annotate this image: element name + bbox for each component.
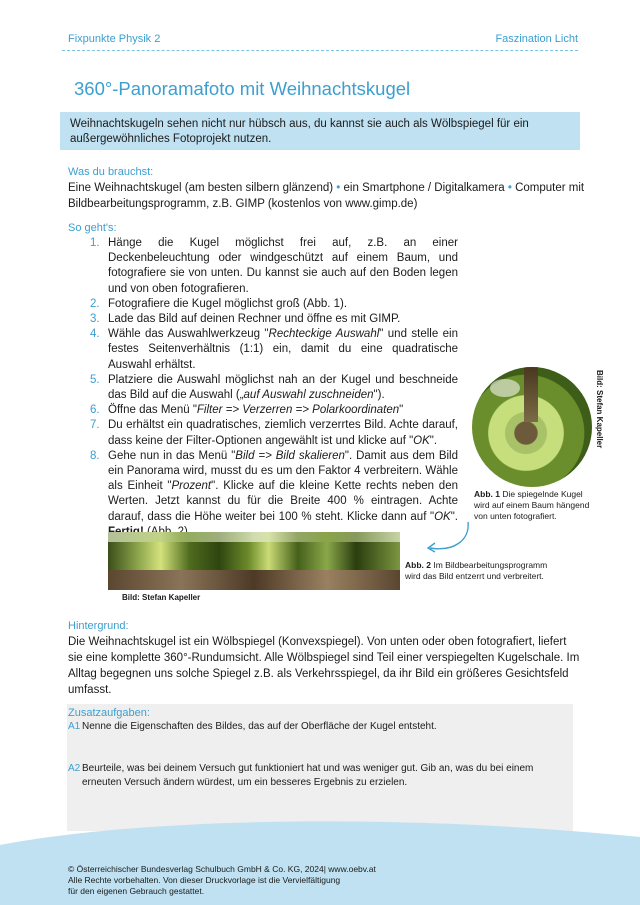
panorama-ground [108, 570, 400, 590]
christmas-ball-photo [472, 367, 592, 487]
task-item: A1 Nenne die Eigenschaften des Bildes, das auf der Oberfläche der Kugel entsteht. [68, 721, 437, 732]
step-item: 7. Du erhältst ein quadratisches, ziemlich verzerrtes Bild. Achte darauf, dass keine der Filter-Optionen angewählt ist und klicke auf "OK". [90, 419, 458, 447]
step-item: 4. Wähle das Auswahlwerkzeug "Rechteckige Auswahl" und stelle ein festes Seitenverhältnis (1:1) ein, damit du eine quadratische Auswahl erhältst. [90, 328, 458, 371]
book-title: Fixpunkte Physik 2 [68, 33, 161, 45]
panorama-photo [108, 532, 400, 590]
ball-highlight [490, 379, 520, 397]
needs-item: Eine Weihnachtskugel (am besten silbern glänzend) [68, 182, 334, 194]
background-label: Hintergrund: [68, 620, 129, 632]
steps-list [90, 236, 458, 540]
step-item: 3. Lade das Bild auf deinen Rechner und öffne es mit GIMP. [90, 313, 401, 326]
page-header [68, 30, 578, 48]
page-title: 360°-Panoramafoto mit Weihnachtskugel [74, 78, 411, 99]
tasks-label: Zusatzaufgaben: [68, 707, 150, 719]
photo-credit: Bild: Stefan Kapeller [595, 370, 604, 449]
background-text: Die Weihnachtskugel ist ein Wölbspiegel (Konvexspiegel). Von unten oder oben fotografiert, liefert sie eine komplette 360°-Rundumsicht. Alle Wölbspiegel sind Teil einer verspiegelten Kugelschale. Im Alltag begegnen uns solche Spiegel z.B. als Verkehrsspiegel, da ihr Bild ein größeres Gesichtsfeld umfasst. [68, 636, 580, 696]
photo-credit: Bild: Stefan Kapeller [122, 593, 201, 602]
needs-label: Was du brauchst: [68, 166, 154, 178]
chapter-title: Faszination Licht [495, 33, 578, 45]
curved-arrow-icon [418, 518, 478, 558]
intro-box: Weihnachtskugeln sehen nicht nur hübsch aus, du kannst sie auch als Wölbspiegel für ein außergewöhnliches Fotoprojekt nutzen. [60, 112, 580, 150]
publisher-link[interactable]: www.oebv.at [328, 864, 376, 874]
step-item: 8. Gehe nun in das Menü "Bild => Bild skalieren". Damit aus dem Bild ein Panorama wird, musst du es um den Faktor 4 verbreitern. Wähle als Einheit "Prozent". Klicke auf die kleine Kette rechts neben den Werten. Jetzt kannst du für die Breite 400 % eintragen. Achte darauf, dass die Höhe weiter bei 100 % steht. Klicke dann auf "OK". [90, 449, 458, 523]
step-item: 6. Öffne das Menü "Filter => Verzerren => Polarkoordinaten" [90, 404, 404, 417]
bullet-separator: • [507, 182, 512, 194]
step-item: 2. Fotografiere die Kugel möglichst groß (Abb. 1). [90, 297, 348, 310]
panorama-sky [108, 532, 400, 542]
step-item: 1. Hänge die Kugel möglichst frei auf, z.B. an einer Deckenbeleuchtung oder windgeschützt auf einem Baum, und fotografiere sie von unten. Du kannst sie auch auf den Boden legen und von oben fotografieren. [90, 237, 458, 295]
needs-item: Computer mit Bildbearbeitungsprogramm, z.B. GIMP (kostenlos von www.gimp.de) [68, 182, 585, 210]
copyright-footer: © Österreichischer Bundesverlag Schulbuch GmbH & Co. KG, 2024| www.oebv.at Alle Rechte vorbehalten. Von dieser Druckvorlage ist die Vervielfältigung für den eigenen Gebrauch gestattet. [68, 864, 376, 896]
how-label: So geht's: [68, 222, 117, 234]
tree-trunk-reflection [524, 367, 538, 422]
needs-text [68, 180, 588, 212]
figure-1-caption: Abb. 1 Die spiegelnde Kugel wird auf einem Baum hängend von unten fotografiert. [474, 489, 590, 521]
step-item: 5. Platziere die Auswahl möglichst nah an der Kugel und beschneide das Bild auf die Auswahl („auf Auswahl zuschneiden"). [90, 373, 458, 402]
figure-2-caption: Abb. 2 Im Bildbearbeitungsprogramm wird das Bild entzerrt und verbreitert. [405, 560, 548, 581]
task-item: A2 Beurteile, was bei deinem Versuch gut funktioniert hat und was weniger gut. Gib an, was du bei einem erneuten Versuch ändern würdest, um ein besseres Ergebnis zu erzielen. [68, 763, 534, 788]
bullet-separator: • [336, 182, 341, 194]
needs-item: ein Smartphone / Digitalkamera [343, 182, 505, 194]
header-divider [62, 50, 578, 51]
